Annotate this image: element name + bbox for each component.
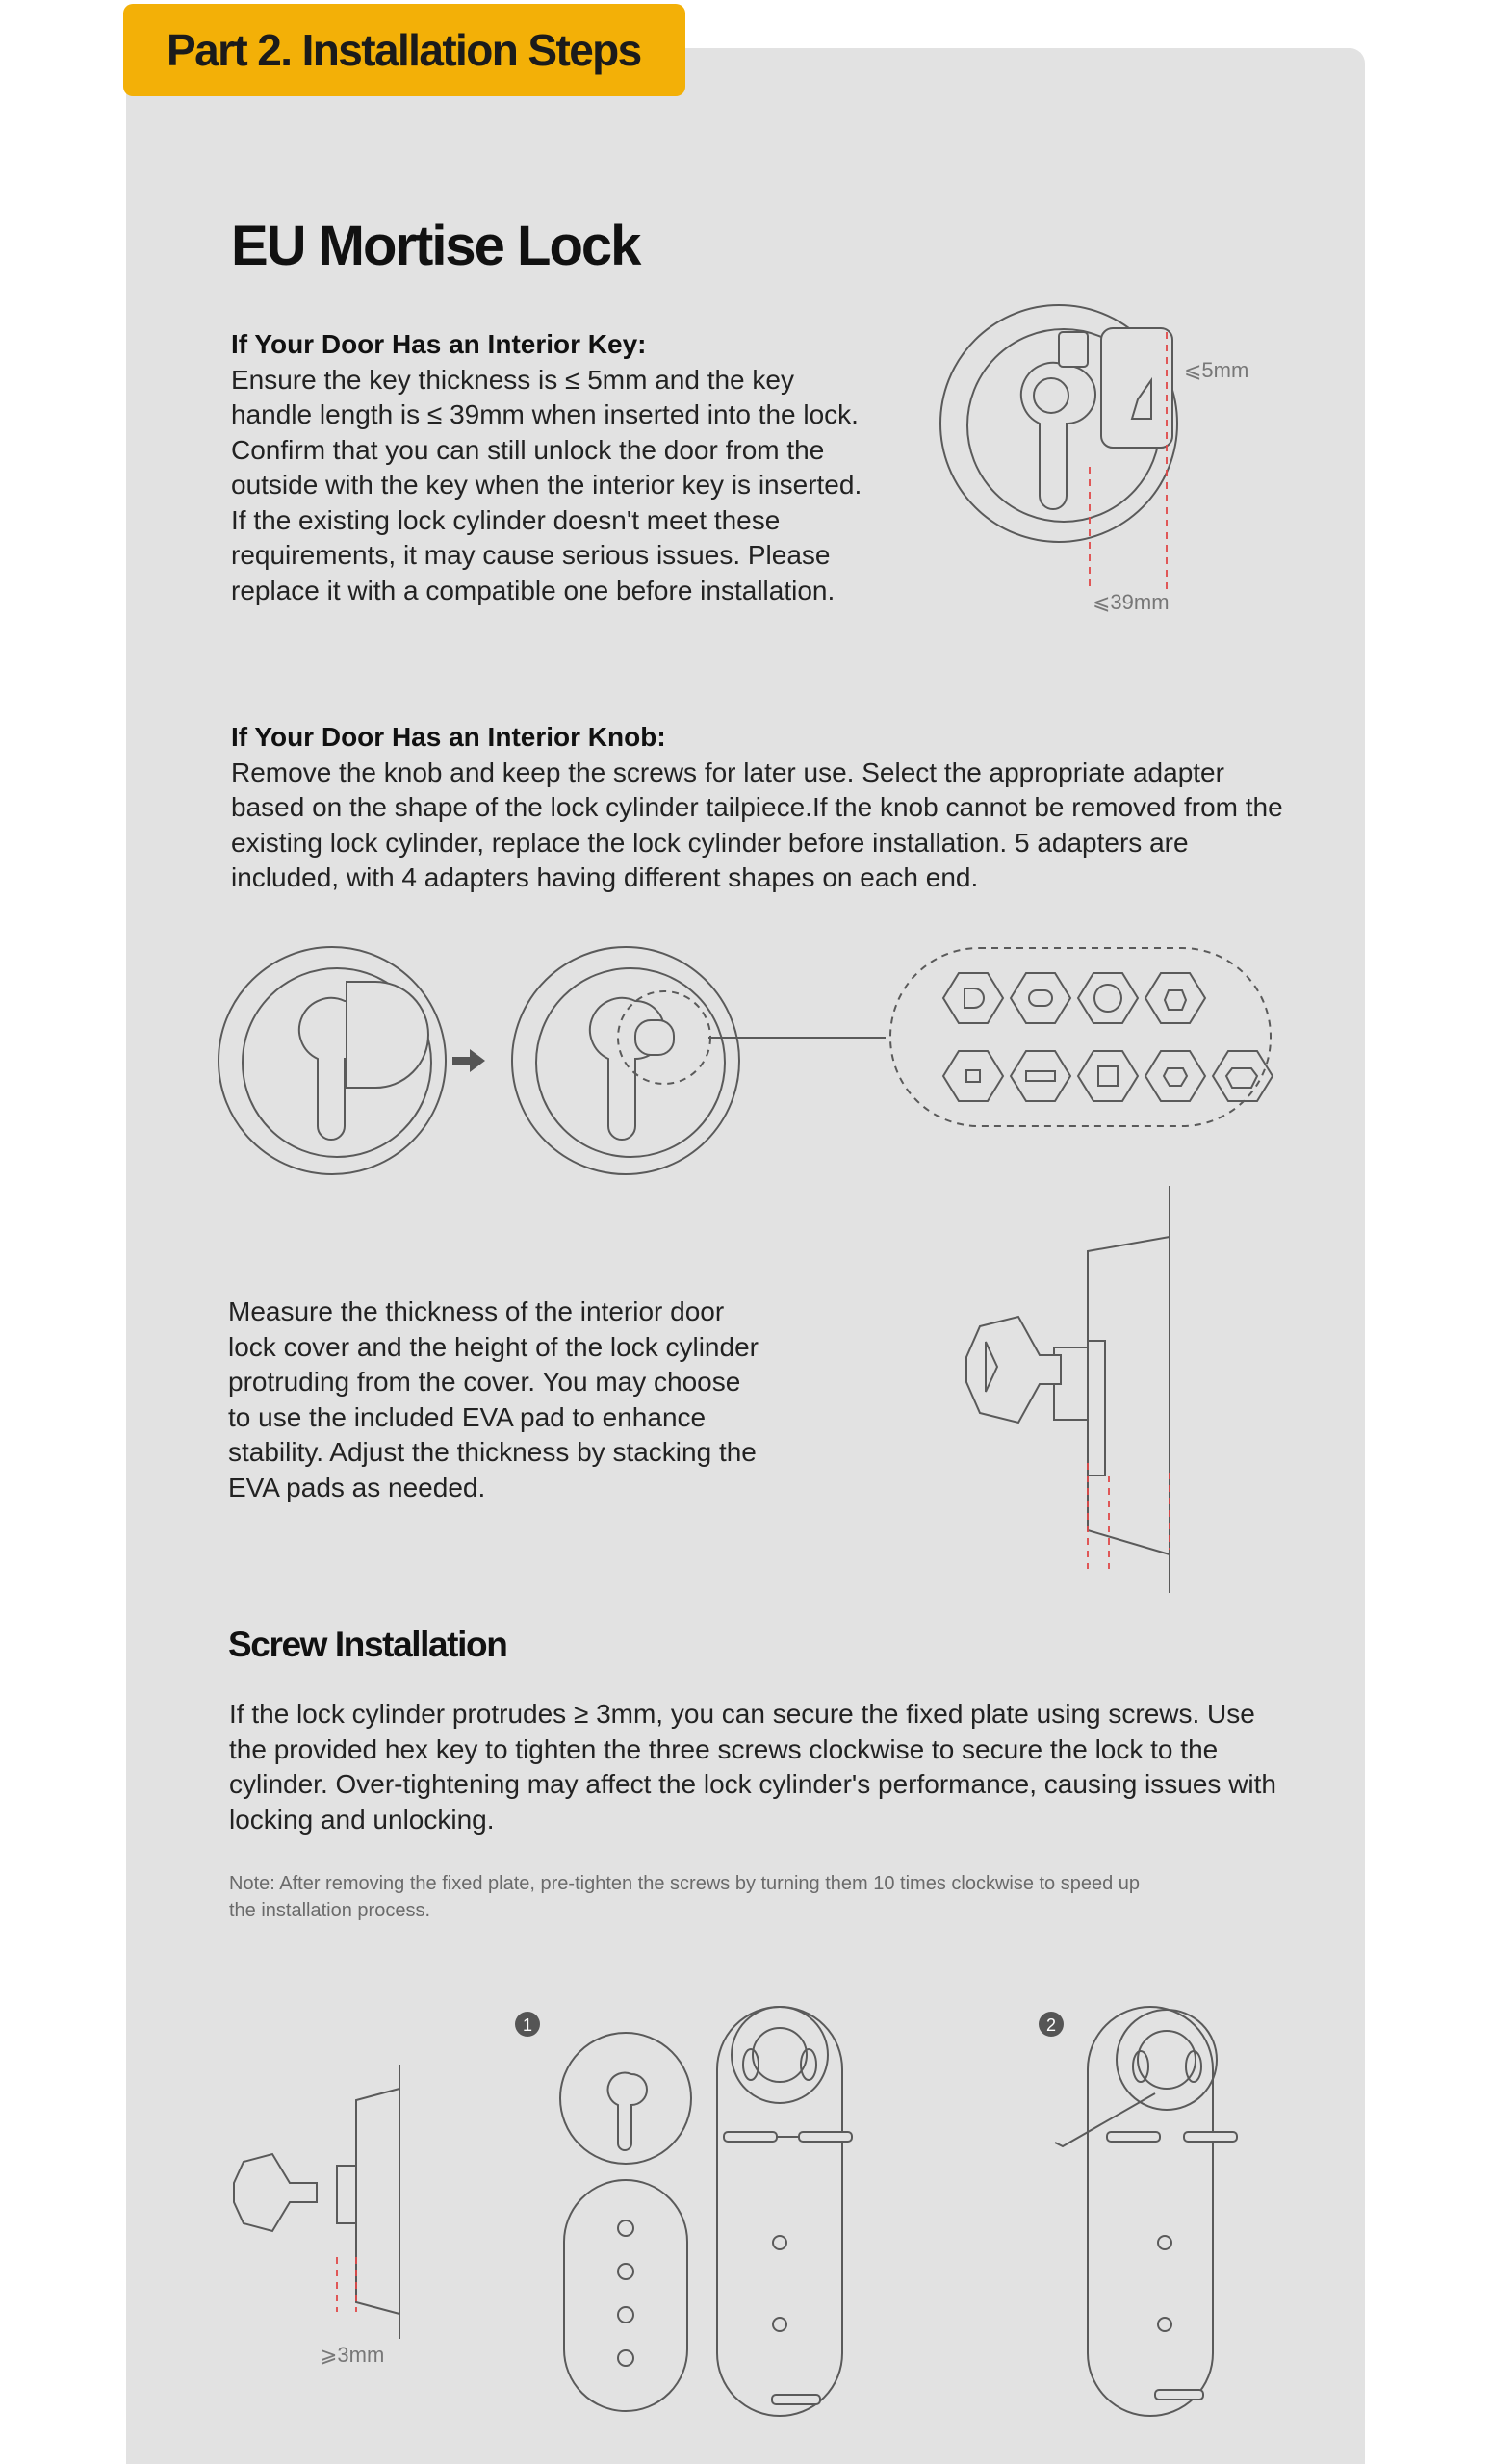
screw [772, 2395, 820, 2404]
lock-cover-profile [356, 2089, 399, 2314]
mount-ring [1117, 2010, 1217, 2110]
key-head [1101, 328, 1172, 448]
protrusion-illustration [226, 2060, 419, 2377]
interior-key-body: Ensure the key thickness is ≤ 5mm and the key handle length is ≤ 39mm when inserted into the lock. Confirm that you can still unlock the door from the outside with the key when the interior key is inserted. If the existing lock cylinder doesn't meet these requirements, it may cause serious issues. Please replace it with a compatible one before installation. [231, 364, 862, 605]
key-shank [1059, 332, 1088, 367]
fixed-plate [564, 2180, 687, 2411]
length-label: ⩽39mm [1093, 590, 1170, 614]
lock-back-plate [717, 2007, 842, 2416]
section-tab-title: Part 2. Installation Steps [123, 4, 685, 96]
step-1-illustration [510, 1997, 905, 2430]
screw-hole [618, 2264, 633, 2279]
screw-body: If the lock cylinder protrudes ≥ 3mm, you can secure the fixed plate using screws. Use the provided hex key to tighten the three screws clockwise to secure the lock to the cylinder. Over-tightening may affect the lock cylinder's performance, causing issues with locking and unlocking. [229, 1699, 1276, 1835]
cylinder-profile [608, 2073, 647, 2150]
step-1-number: 1 [522, 2015, 533, 2035]
step-2-illustration [1011, 1997, 1290, 2430]
plate-hole [773, 2318, 786, 2331]
interior-key-heading: If Your Door Has an Interior Key: [231, 329, 647, 359]
adapter-item [943, 973, 1003, 1023]
adapter-item [1145, 973, 1205, 1023]
mount-slot [743, 2049, 759, 2080]
screw [724, 2132, 777, 2142]
screw-hole [618, 2307, 633, 2323]
mount-ring [732, 2007, 828, 2103]
adapter-item [1011, 973, 1070, 1023]
measure-body: Measure the thickness of the interior door lock cover and the height of the lock cylinder protruding from the cover. You may choose to use the included EVA pad to enhance stability. Adjust the thickness by stacking the EVA pads as needed. [228, 1296, 759, 1502]
interior-knob-block [231, 720, 1285, 896]
adapter-item [1213, 1051, 1273, 1101]
key-side-view [234, 2154, 317, 2231]
screw [1107, 2132, 1160, 2142]
plate-hole [773, 2236, 786, 2249]
knob-adapter-illustration [212, 924, 1290, 1194]
adapter-item [1145, 1051, 1205, 1101]
mount-slot [1186, 2051, 1201, 2082]
interior-key-block [231, 327, 866, 608]
adapter-item [1078, 973, 1138, 1023]
eva-pad [1088, 1341, 1105, 1476]
adapter-item [1078, 1051, 1138, 1101]
screw-section-title: Screw Installation [228, 1625, 507, 1664]
screw [1155, 2390, 1203, 2400]
protrusion-label: ⩾3mm [320, 2343, 385, 2367]
door-side-view-illustration [943, 1184, 1203, 1598]
cylinder-escutcheon-inner [536, 968, 725, 1157]
screw [1184, 2132, 1237, 2142]
adapter-item [943, 1051, 1003, 1101]
arrow-icon [452, 1049, 485, 1072]
adapter-set [943, 973, 1273, 1101]
plate-hole [1158, 2318, 1171, 2331]
exposed-cylinder [590, 998, 664, 1140]
mount-slot [1133, 2051, 1148, 2082]
interior-knob-body: Remove the knob and keep the screws for later use. Select the appropriate adapter based on the shape of the lock cylinder tailpiece.If the knob cannot be removed from the existing lock cylinder, replace the lock cylinder before installation. 5 adapters are included, with 4 adapters having different shapes on each end. [231, 757, 1283, 892]
screw [799, 2132, 852, 2142]
cylinder-profile [1021, 363, 1095, 509]
adapter-tray [890, 948, 1271, 1126]
interior-knob-heading: If Your Door Has an Interior Knob: [231, 722, 666, 752]
key-dimension-illustration [924, 274, 1309, 630]
screw-hole [618, 2350, 633, 2366]
screw-note: Note: After removing the fixed plate, pre-tighten the screws by turning them 10 times clockwise to speed up the installation process. [229, 1873, 1141, 1921]
keyway [1034, 378, 1068, 413]
cylinder-escutcheon [560, 2033, 691, 2164]
mount-slot [801, 2049, 816, 2080]
plate-hole [1158, 2236, 1171, 2249]
adapter-item [1011, 1051, 1070, 1101]
knob [347, 982, 428, 1088]
page-title: EU Mortise Lock [231, 215, 640, 277]
thickness-label: ⩽5mm [1184, 358, 1249, 382]
cylinder-escutcheon-outer [512, 947, 739, 1174]
mount-center [753, 2028, 807, 2082]
key-side-view [966, 1317, 1061, 1423]
step-2-number: 2 [1045, 2015, 1057, 2035]
screw-hole [618, 2220, 633, 2236]
cylinder-protrusion [337, 2166, 356, 2223]
tailpiece [635, 1020, 674, 1055]
